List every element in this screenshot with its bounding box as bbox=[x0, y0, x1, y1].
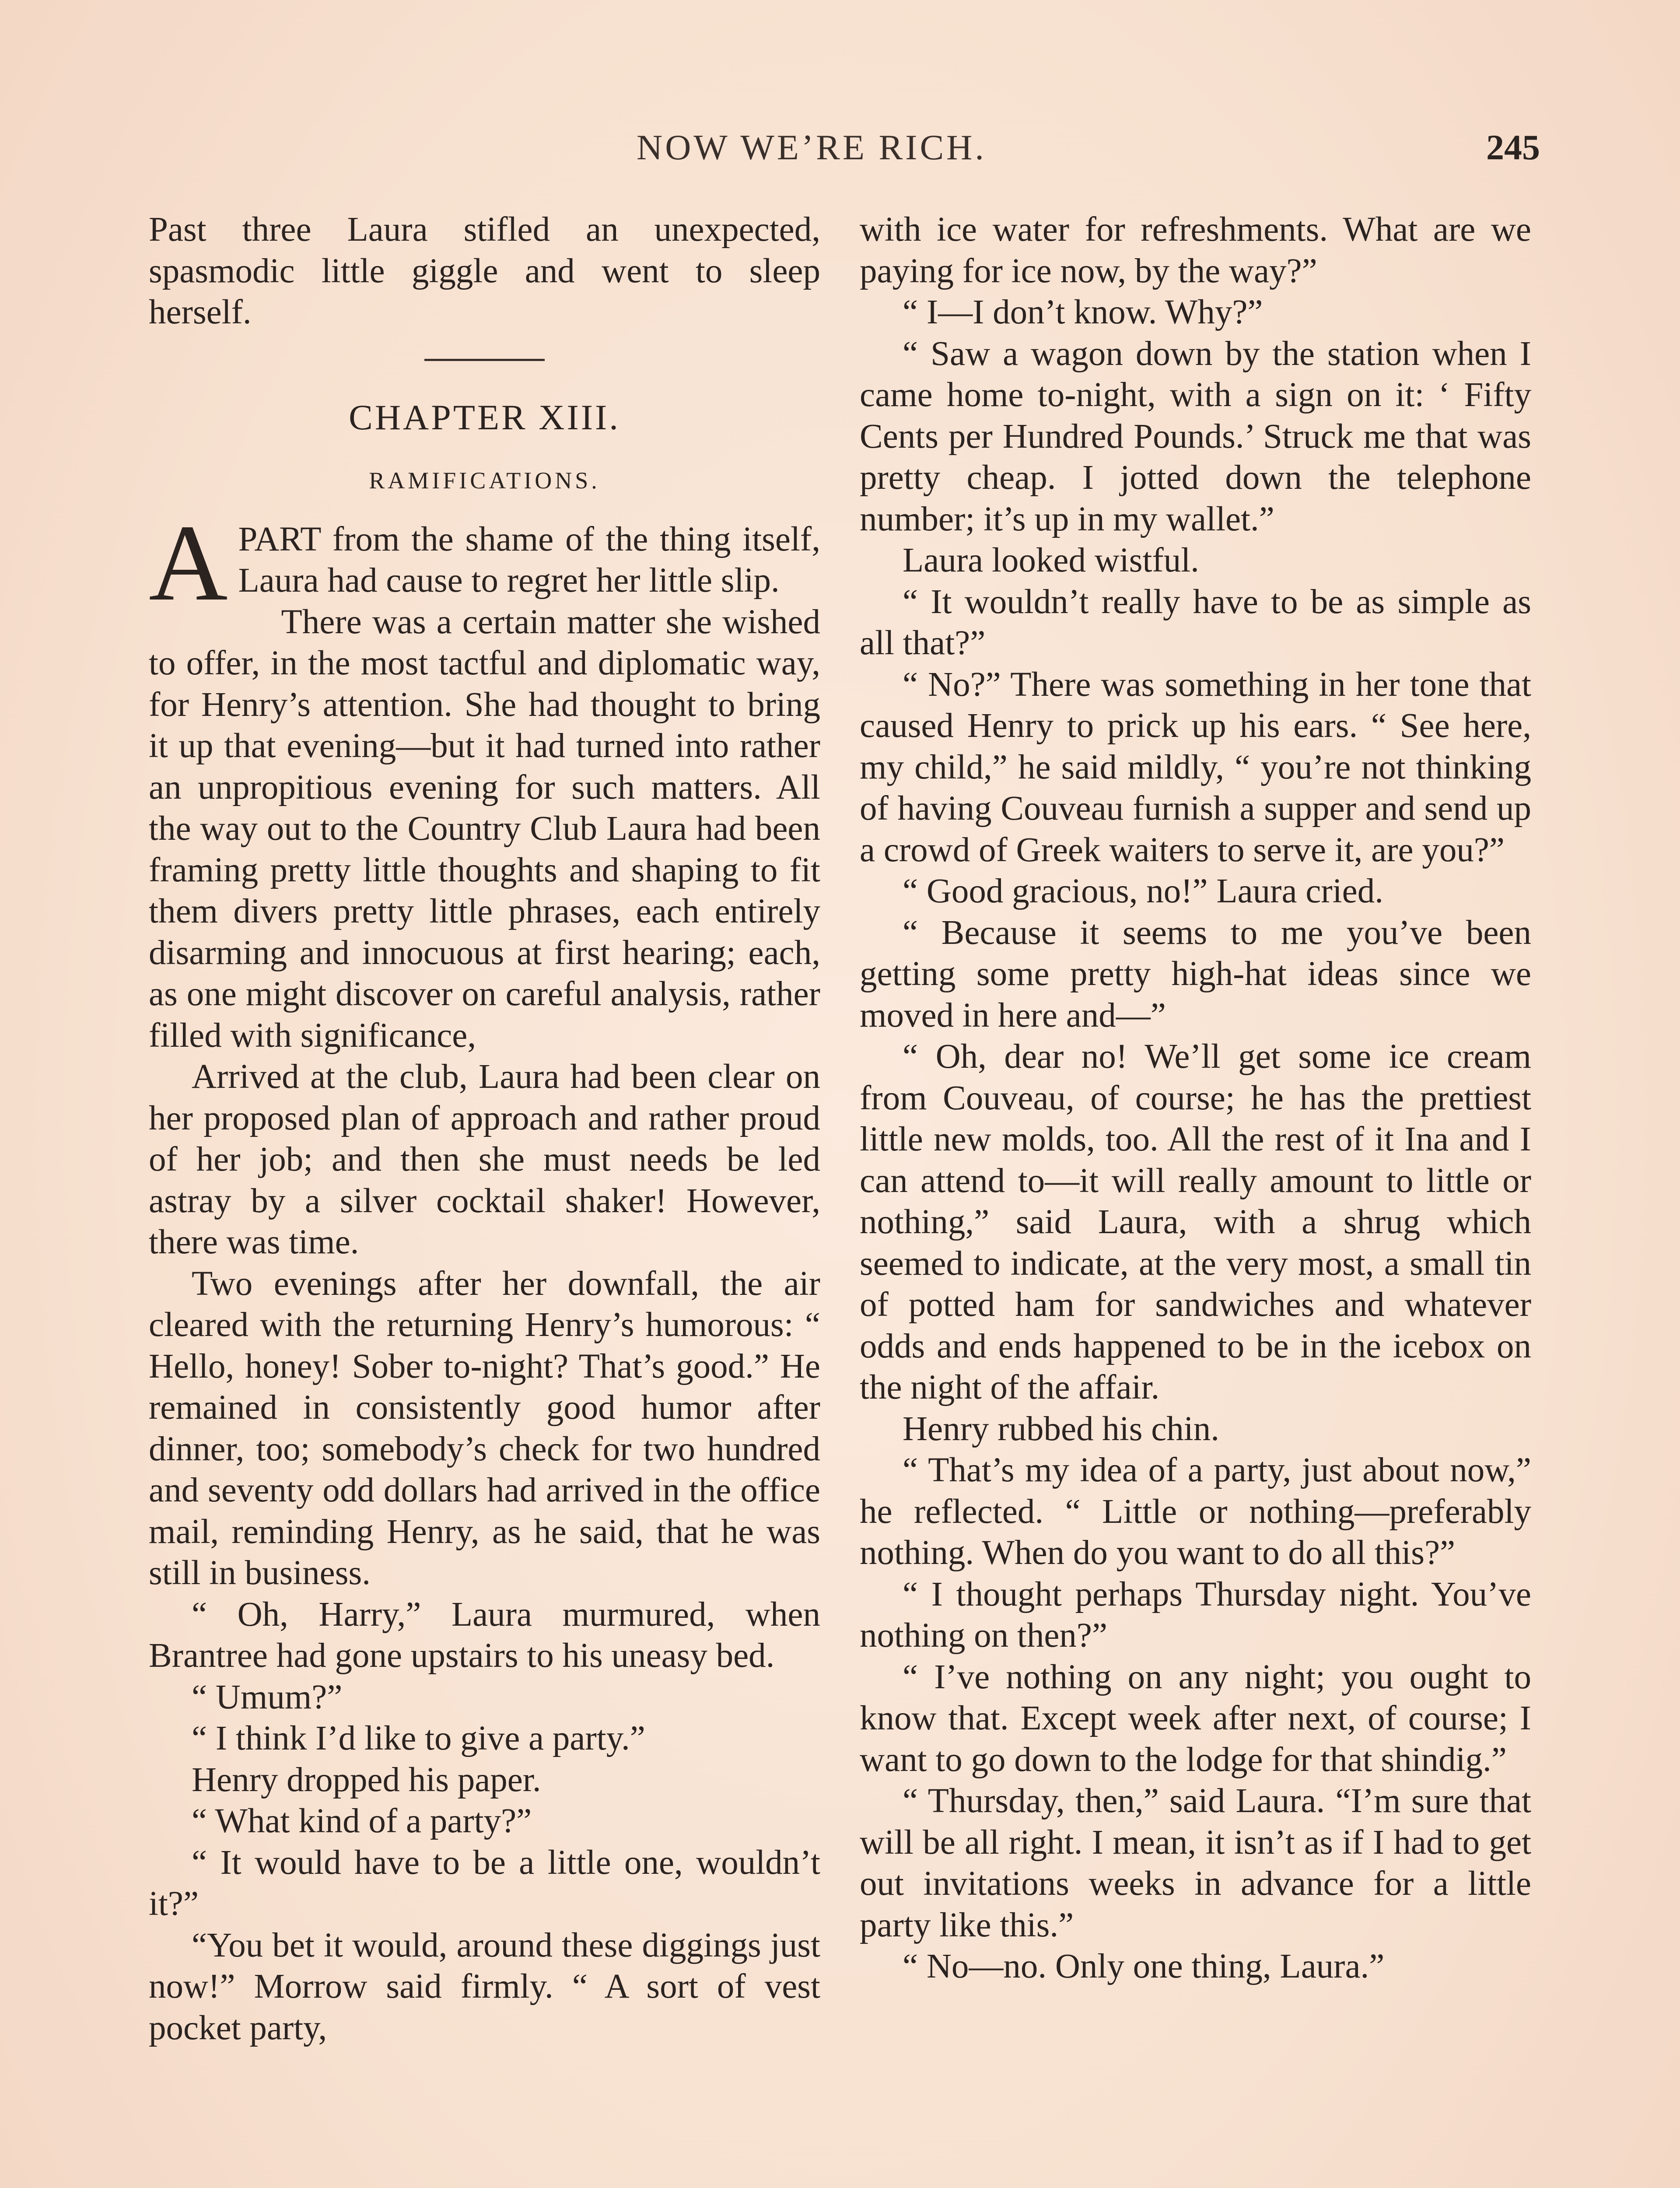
running-title: NOW WE’RE RICH. bbox=[637, 127, 987, 167]
paragraph: “ I’ve nothing on any night; you ought to know that. Except week after next, of course; I want to go down to the lodge for that shindig.” bbox=[860, 1658, 1531, 1779]
dropcap-paragraph bbox=[149, 502, 820, 624]
paragraph: “ No—no. Only one thing, Laura.” bbox=[903, 1947, 1385, 1985]
page-number: 245 bbox=[1486, 127, 1540, 167]
paragraph: “ Oh, Harry,” Laura murmured, when Brantree had gone upstairs to his uneasy bed. bbox=[149, 1595, 820, 1675]
paragraph: “ That’s my idea of a party, just about now,” he reflected. “ Little or nothing—preferably nothing. When do you want to do all this?” bbox=[860, 1451, 1531, 1572]
page-header bbox=[149, 127, 1540, 179]
paragraph: “ No?” There was something in her tone that caused Henry to prick up his ears. “ See here, my child,” he said mildly, “ you’re not thinking of having Couveau furnish a supper and send up a crowd of Greek waiters to serve it, are you?” bbox=[860, 665, 1531, 869]
opening-paragraph: Past three Laura stifled an unexpected, spasmodic little giggle and went to sleep herself. bbox=[149, 210, 820, 331]
paragraph: “You bet it would, around these diggings just now!” Morrow said firmly. “ A sort of vest pocket party, bbox=[149, 1926, 820, 2047]
paragraph: Laura looked wistful. bbox=[903, 541, 1199, 579]
paragraph: “ Good gracious, no!” Laura cried. bbox=[903, 872, 1383, 910]
drop-cap: A bbox=[149, 502, 228, 624]
paragraph: Arrived at the club, Laura had been clear on her proposed plan of approach and rather proud of her job; and then she must needs be led astray by a silver cocktail shaker! However, there was time. bbox=[149, 1058, 820, 1261]
paragraph: “ Because it seems to me you’ve been getting some pretty high-hat ideas since we moved in here and—” bbox=[860, 913, 1531, 1034]
chapter-subtitle: RAMIFICATIONS. bbox=[369, 467, 600, 494]
paragraph: There was a certain matter she wished to offer, in the most tactful and diplomatic way, for Henry’s attention. She had thought to bring it up that evening—but it had turned into rather an unpropitious evening for such matters. All the way out to the Country Club Laura had been framing pretty little thoughts and shaping to fit them divers pretty little phrases, each entirely disarming and innocuous at first hearing; each, as one might discover on careful analysis, rather filled with significance, bbox=[149, 603, 820, 1055]
paragraph: “ Thursday, then,” said Laura. “I’m sure that will be all right. I mean, it isn’t as if I had to get out invitations weeks in advance for a little party like this.” bbox=[860, 1782, 1531, 1944]
continued-paragraph: with ice water for refreshments. What are we paying for ice now, by the way?” bbox=[860, 210, 1531, 290]
paragraph: Henry dropped his paper. bbox=[192, 1760, 541, 1799]
paragraph: Two evenings after her downfall, the air cleared with the returning Henry’s humorous: “ Hello, honey! Sober to-night? That’s good.” He remained in consistently good humor after dinner, too; somebody’s check for two hundred and seventy odd dollars had arrived in the office mail, reminding Henry, as he said, that he was still in business. bbox=[149, 1264, 820, 1592]
paragraph: “ I thought perhaps Thursday night. You’ve nothing on then?” bbox=[860, 1575, 1531, 1655]
paragraph: “ Oh, dear no! We’ll get some ice cream from Couveau, of course; he has the prettiest little new molds, too. All the rest of it Ina and I can attend to—it will really amount to little or nothing,” said Laura, with a shrug which seemed to indicate, at the very most, a small tin of potted ham for sandwiches and whatever odds and ends happened to be in the icebox on the night of the affair. bbox=[860, 1038, 1531, 1406]
paragraph: “ I think I’d like to give a party.” bbox=[192, 1719, 645, 1757]
paragraph: “ Umum?” bbox=[192, 1678, 343, 1716]
paragraph: “ What kind of a party?” bbox=[192, 1802, 532, 1840]
left-column bbox=[149, 209, 820, 2049]
paragraph: “ I—I don’t know. Why?” bbox=[903, 293, 1263, 331]
paragraph: Henry rubbed his chin. bbox=[903, 1410, 1219, 1448]
paragraph: “ It would have to be a little one, wouldn’t it?” bbox=[149, 1843, 820, 1923]
section-divider bbox=[424, 359, 545, 361]
chapter-title: CHAPTER XIII. bbox=[349, 397, 620, 437]
paragraph: “ Saw a wagon down by the station when I came home to-night, with a sign on it: ‘ Fifty Cents per Hundred Pounds.’ Struck me that was pretty cheap. I jotted down the telephone number; it’s up in my wallet.” bbox=[860, 334, 1531, 538]
paragraph: “ It wouldn’t really have to be as simple as all that?” bbox=[860, 582, 1531, 662]
right-column bbox=[860, 209, 1531, 1988]
dropcap-paragraph-text: PART from the shame of the thing itself, Laura had cause to regret her little slip. bbox=[238, 520, 820, 600]
